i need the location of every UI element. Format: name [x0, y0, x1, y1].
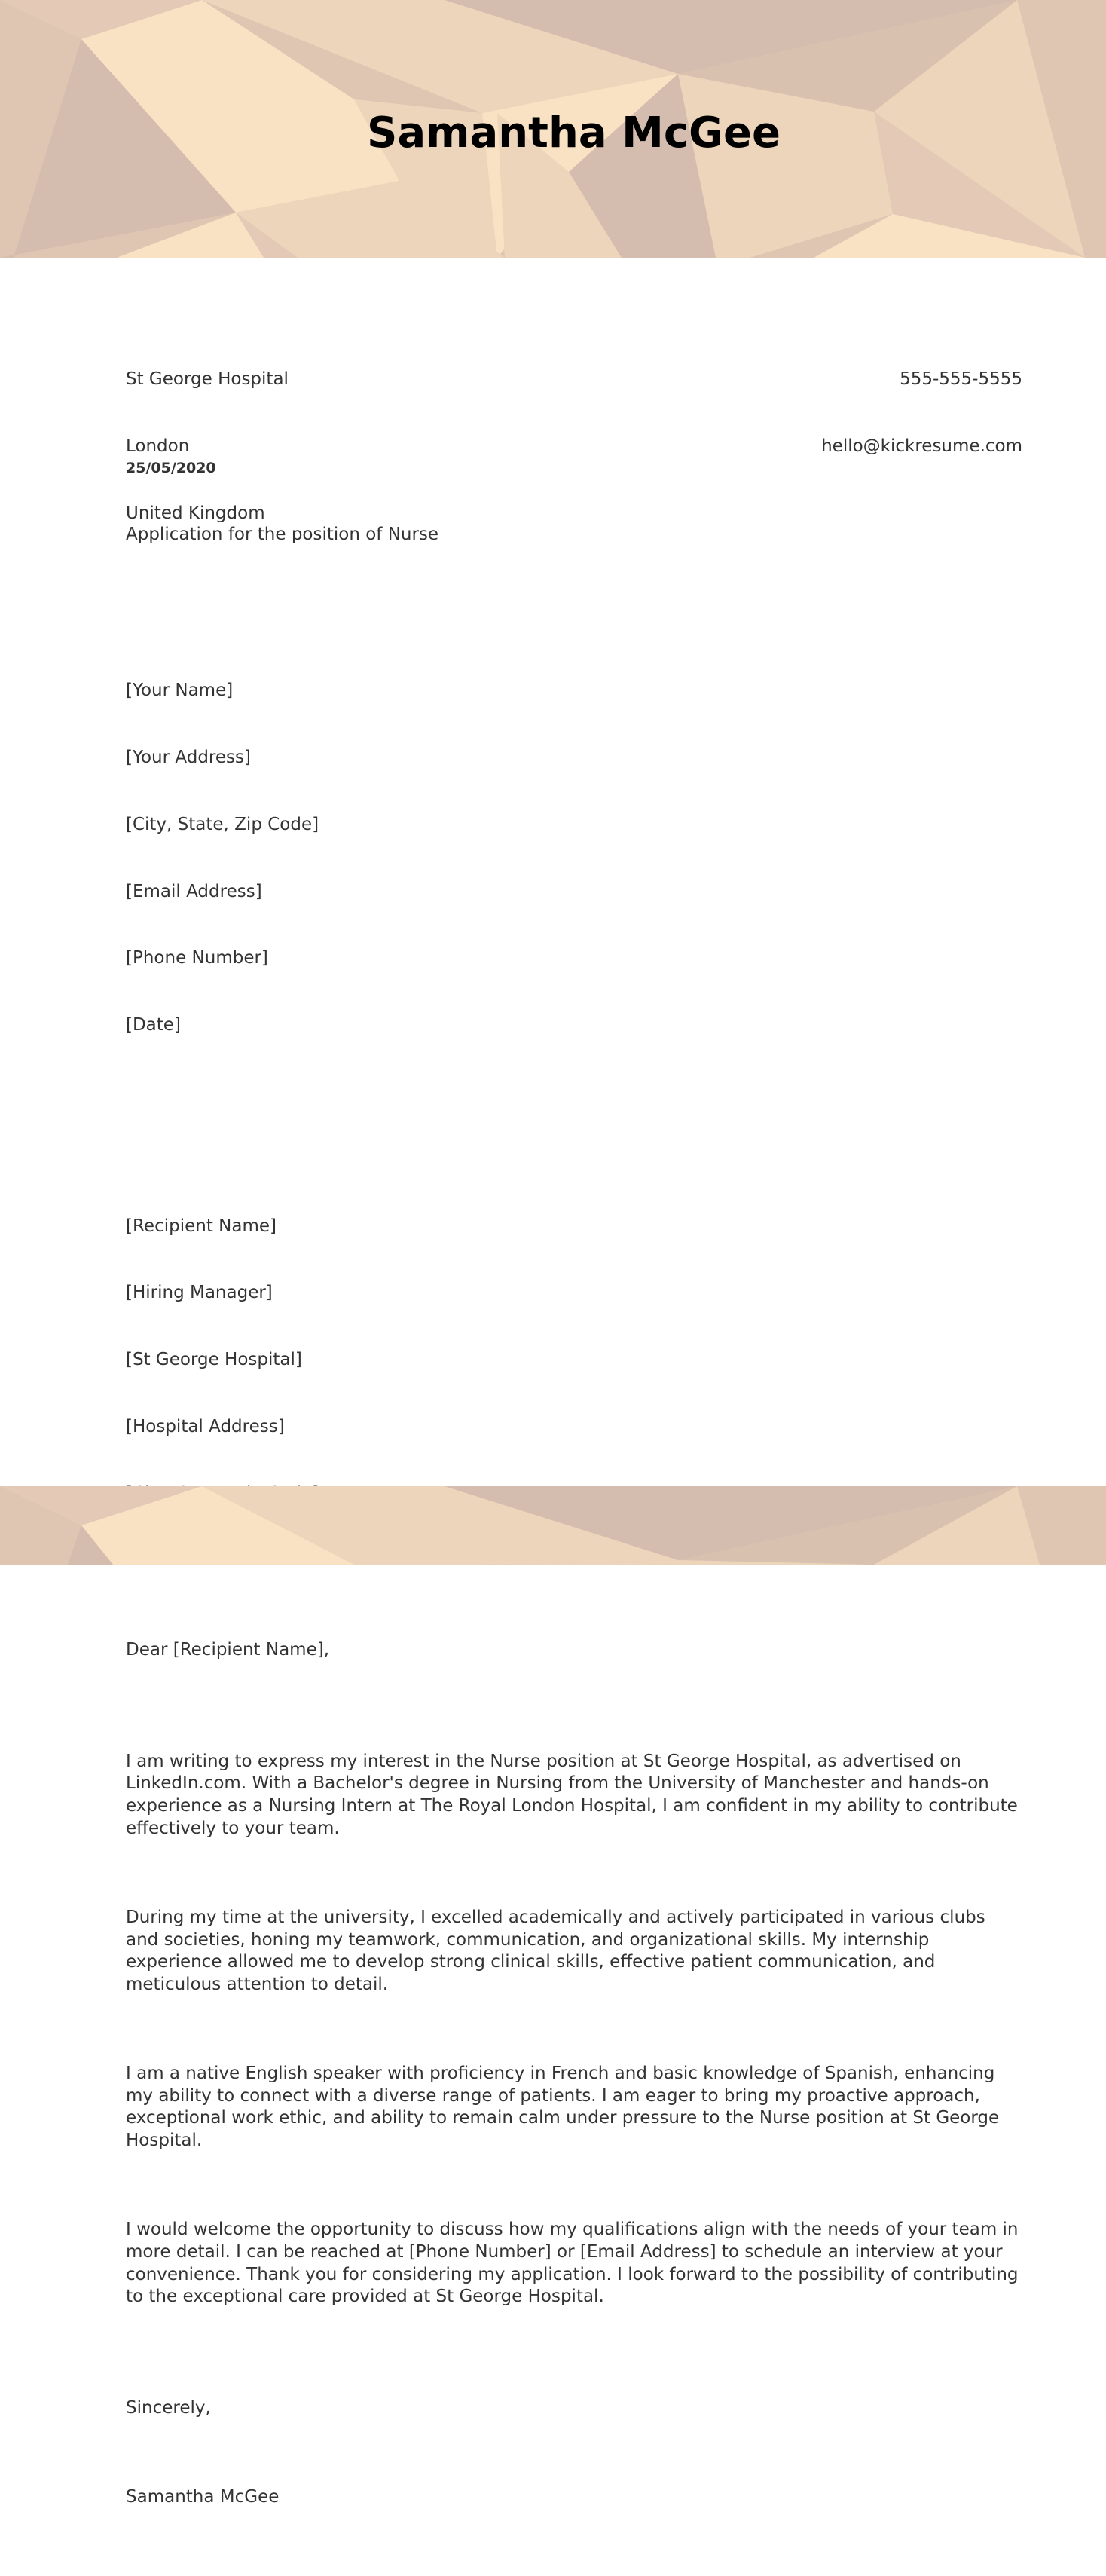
body-paragraph: I would welcome the opportunity to discuss how my qualifications align with the needs of your team in more detail. I can be reached at [Phone Number] or [Email Address] to schedule an interview at your convenience. Thank you for considering my application. I look forward to the possibility of contributing to the exceptional care provided at St George Hospital.: [126, 2220, 1024, 2307]
your-details-line: [City, State, Zip Code]: [126, 814, 319, 834]
sender-line: St George Hospital: [126, 369, 289, 390]
signature: Samantha McGee: [126, 2487, 280, 2507]
recipient-details-line: [Recipient Name]: [126, 1216, 276, 1236]
your-details-line: [Your Address]: [126, 748, 251, 768]
letter-subject: Application for the position of Nurse: [126, 525, 439, 545]
page-title: Samantha McGee: [367, 109, 781, 158]
recipient-details-line: [Hospital Address]: [126, 1416, 285, 1436]
body-paragraph: I am a native English speaker with proficiency in French and basic knowledge of Spanish, enhancing my ability to connect with a diverse range of patients. I am eager to bring my proactive approach, exceptional work ethic, and ability to remain calm under pressure to the Nurse position at St George Hospital.: [126, 2064, 1005, 2150]
phone-number: 555-555-5555: [900, 369, 1022, 390]
email-address: hello@kickresume.com: [821, 436, 1022, 456]
letter-date: 25/05/2020: [126, 460, 216, 476]
your-details-block: [126, 635, 1022, 1081]
contact-info: [821, 324, 1022, 503]
closing: Sincerely,: [126, 2398, 211, 2418]
recipient-details-line: [St George Hospital]: [126, 1350, 302, 1370]
salutation: Dear [Recipient Name],: [126, 1639, 330, 1660]
your-details-line: [Your Name]: [126, 681, 234, 701]
sender-line: United Kingdom: [126, 503, 265, 523]
your-details-line: [Email Address]: [126, 881, 262, 901]
body-paragraph: I am writing to express my interest in the Nurse position at St George Hospital, as advertised on LinkedIn.com. With a Bachelor's degree in Nursing from the University of Manchester and hands-on experience as a Nursing Intern at The Royal London Hospital, I am confident in my ability to contribute effectively to your team.: [126, 1751, 1024, 1838]
footer-polygon-pattern: [0, 1486, 1106, 1565]
body-paragraph: During my time at the university, I excelled academically and actively participated in various clubs and societies, honing my teamwork, communication, and organizational skills. My internship experience allowed me to develop strong clinical skills, effective patient communication, and meticulous attention to detail.: [126, 1908, 991, 1994]
your-details-line: [Date]: [126, 1015, 181, 1036]
your-details-line: [Phone Number]: [126, 948, 268, 968]
sender-line: London: [126, 436, 190, 456]
letter-page: [126, 0, 1024, 2507]
recipient-details-line: [Hiring Manager]: [126, 1283, 273, 1303]
footer-banner: [0, 1486, 1106, 1565]
